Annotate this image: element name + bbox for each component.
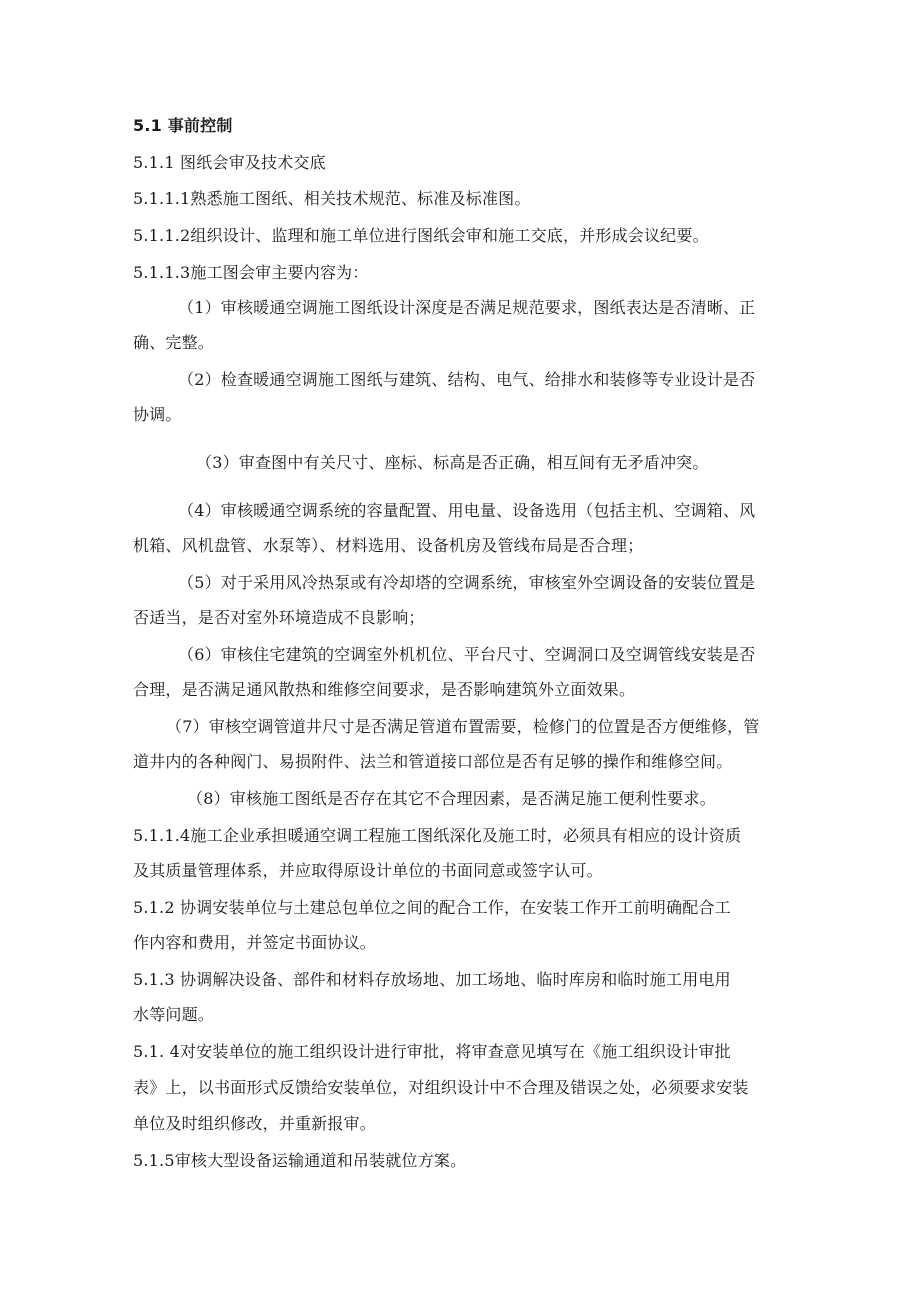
paragraph-line: 5.1.5审核大型设备运输通道和吊装就位方案。 — [133, 1151, 467, 1170]
paragraph-line: 5.1.2 协调安装单位与土建总包单位之间的配合工作，在安装工作开工前明确配合工 — [133, 898, 731, 917]
paragraph-line: 水等问题。 — [133, 1005, 215, 1024]
list-item-line: 确、完整。 — [133, 333, 215, 352]
list-item-line: 协调。 — [133, 405, 182, 424]
list-item-line: （8）审核施工图纸是否存在其它不合理因素，是否满足施工便利性要求。 — [187, 789, 716, 808]
list-item-line: 道井内的各种阀门、易损附件、法兰和管道接口部位是否有足够的操作和维修空间。 — [133, 752, 733, 771]
paragraph-line: 及其质量管理体系，并应取得原设计单位的书面同意或签字认可。 — [133, 861, 603, 880]
list-item-line: （2）检查暖通空调施工图纸与建筑、结构、电气、给排水和装修等专业设计是否 — [178, 370, 756, 389]
paragraph-line: 表》上，以书面形式反馈给安装单位，对组织设计中不合理及错误之处，必须要求安装 — [133, 1078, 749, 1097]
sub-heading: 5.1.1 图纸会审及技术交底 — [133, 153, 326, 172]
list-item-line: （5）对于采用风冷热泵或有冷却塔的空调系统，审核室外空调设备的安装位置是 — [178, 573, 756, 592]
list-item-line: 合理，是否满足通风散热和维修空间要求，是否影响建筑外立面效果。 — [133, 680, 636, 699]
section-heading: 5.1 事前控制 — [133, 116, 233, 135]
paragraph-line: 5.1. 4对安装单位的施工组织设计进行审批，将审查意见填写在《施工组织设计审批 — [133, 1042, 731, 1061]
list-item-line: （4）审核暖通空调系统的容量配置、用电量、设备选用（包括主机、空调箱、风 — [178, 501, 756, 520]
paragraph-line: 作内容和费用，并签定书面协议。 — [133, 933, 377, 952]
paragraph-line: 5.1.1.4施工企业承担暖通空调工程施工图纸深化及施工时，必须具有相应的设计资质 — [133, 826, 742, 845]
list-item-line: 机箱、风机盘管、水泵等）、材料选用、设备机房及管线布局是否合理； — [133, 536, 644, 555]
paragraph-line: 5.1.3 协调解决设备、部件和材料存放场地、加工场地、临时库房和临时施工用电用 — [133, 970, 731, 989]
paragraph-line: 5.1.1.3施工图会审主要内容为： — [133, 263, 369, 282]
paragraph-line: 5.1.1.1熟悉施工图纸、相关技术规范、标准及标准图。 — [133, 189, 531, 208]
list-item-line: 否适当，是否对室外环境造成不良影响； — [133, 608, 425, 627]
list-item-line: （1）审核暖通空调施工图纸设计深度是否满足规范要求，图纸表达是否清晰、正 — [178, 298, 756, 317]
paragraph-line: 5.1.1.2组织设计、监理和施工单位进行图纸会审和施工交底，并形成会议纪要。 — [133, 226, 709, 245]
list-item-line: （6）审核住宅建筑的空调室外机机位、平台尺寸、空调洞口及空调管线安装是否 — [178, 645, 756, 664]
list-item-line: （3）审查图中有关尺寸、座标、标高是否正确，相互间有无矛盾冲突。 — [196, 453, 709, 472]
list-item-line: （7）审核空调管道井尺寸是否满足管道布置需要，检修门的位置是否方便维修，管 — [166, 717, 760, 736]
paragraph-line: 单位及时组织修改，并重新报审。 — [133, 1114, 377, 1133]
